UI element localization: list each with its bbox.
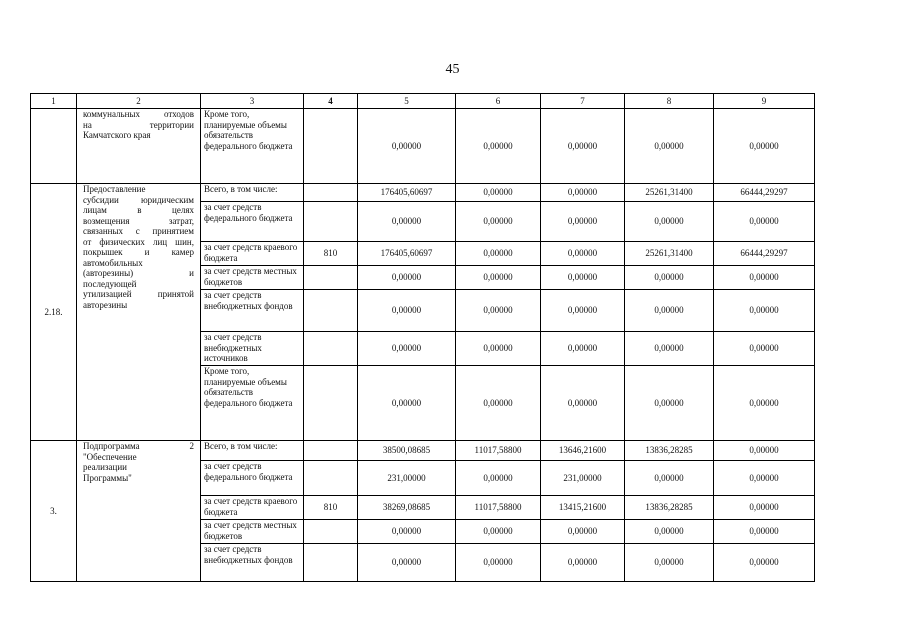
funding-source: за счет средств федерального бюджета [201,461,304,496]
header-row [31,94,815,109]
amount-cell-5: 0,00000 [358,202,456,242]
amount-cell-6: 0,00000 [456,544,541,582]
item-name-line: Предоставление [83,184,146,194]
amount-cell-5: 0,00000 [358,332,456,366]
amount-cell-7: 0,00000 [541,109,625,184]
amount-cell-5: 0,00000 [358,109,456,184]
column-header: 9 [714,94,815,109]
amount-cell-6: 0,00000 [456,520,541,544]
item-name-line: последующей [83,278,137,289]
amount-cell-9: 0,00000 [714,202,815,242]
funding-source: за счет средств внебюджетных фондов [201,544,304,582]
item-name [77,109,201,184]
amount-cell-8: 25261,31400 [625,242,714,266]
item-name-line: "Обеспечение [83,451,137,462]
amount-cell-8: 13836,28285 [625,441,714,461]
item-name-line: реализации [83,462,127,472]
amount-cell-7: 0,00000 [541,332,625,366]
amount-cell-9: 0,00000 [714,461,815,496]
column-header: 7 [541,94,625,109]
funding-source: Всего, в том числе: [201,184,304,202]
amount-cell-5: 0,00000 [358,544,456,582]
column-header: 6 [456,94,541,109]
funding-source: Кроме того, планируемые объемы обязательств федерального бюджета [201,109,304,184]
amount-cell-9: 0,00000 [714,290,815,332]
item-number [31,109,77,184]
table-row [31,184,815,202]
table-row [31,441,815,461]
amount-cell-8: 0,00000 [625,461,714,496]
budget-code [304,266,358,290]
column-header: 1 [31,94,77,109]
amount-cell-5: 231,00000 [358,461,456,496]
amount-cell-7: 13415,21600 [541,496,625,520]
amount-cell-8: 0,00000 [625,332,714,366]
amount-cell-7: 13646,21600 [541,441,625,461]
amount-cell-7: 0,00000 [541,366,625,441]
item-name-line: (авторезины) и [83,268,194,278]
amount-cell-7: 231,00000 [541,461,625,496]
amount-cell-5: 176405,60697 [358,242,456,266]
amount-cell-6: 0,00000 [456,266,541,290]
item-number: 3. [31,441,77,582]
item-name [77,441,201,582]
amount-cell-6: 0,00000 [456,290,541,332]
amount-cell-6: 0,00000 [456,109,541,184]
table-row [31,109,815,184]
funding-source: за счет средств федерального бюджета [201,202,304,242]
amount-cell-9: 66444,29297 [714,184,815,202]
amount-cell-9: 0,00000 [714,366,815,441]
budget-code [304,332,358,366]
amount-cell-7: 0,00000 [541,266,625,290]
amount-cell-5: 0,00000 [358,266,456,290]
budget-code [304,520,358,544]
amount-cell-8: 0,00000 [625,109,714,184]
amount-cell-9: 66444,29297 [714,242,815,266]
amount-cell-8: 13836,28285 [625,496,714,520]
funding-source: за счет средств краевого бюджета [201,242,304,266]
budget-code [304,544,358,582]
amount-cell-5: 38500,08685 [358,441,456,461]
budget-code [304,184,358,202]
item-number: 2.18. [31,184,77,441]
item-name-line: Программы" [83,472,132,483]
amount-cell-5: 0,00000 [358,520,456,544]
amount-cell-6: 0,00000 [456,366,541,441]
amount-cell-8: 0,00000 [625,366,714,441]
amount-cell-9: 0,00000 [714,109,815,184]
amount-cell-7: 0,00000 [541,520,625,544]
amount-cell-8: 0,00000 [625,290,714,332]
item-name-line: от физических лиц шин, [83,236,194,247]
item-name-line: утилизацией принятой [83,289,194,299]
item-name-line: коммунальных отходов [83,109,194,119]
amount-cell-8: 0,00000 [625,520,714,544]
item-name-line: авторезины [83,299,128,310]
amount-cell-9: 0,00000 [714,266,815,290]
amount-cell-6: 0,00000 [456,332,541,366]
budget-table [30,93,815,582]
amount-cell-6: 0,00000 [456,242,541,266]
funding-source: за счет средств местных бюджетов [201,266,304,290]
amount-cell-7: 0,00000 [541,202,625,242]
amount-cell-8: 25261,31400 [625,184,714,202]
budget-code: 810 [304,242,358,266]
amount-cell-9: 0,00000 [714,496,815,520]
amount-cell-6: 0,00000 [456,184,541,202]
amount-cell-6: 0,00000 [456,461,541,496]
item-name-line: связанных с принятием [83,226,194,236]
column-header: 3 [201,94,304,109]
funding-source: Всего, в том числе: [201,441,304,461]
funding-source: Кроме того, планируемые объемы обязательств федерального бюджета [201,366,304,441]
amount-cell-8: 0,00000 [625,202,714,242]
amount-cell-6: 11017,58800 [456,496,541,520]
budget-code [304,461,358,496]
column-header: 8 [625,94,714,109]
amount-cell-9: 0,00000 [714,544,815,582]
budget-code [304,366,358,441]
amount-cell-9: 0,00000 [714,441,815,461]
amount-cell-5: 0,00000 [358,366,456,441]
item-name [77,184,201,441]
item-name-line: субсидии юридическим [83,194,194,205]
item-name-line: покрышек и камер [83,247,194,257]
amount-cell-6: 0,00000 [456,202,541,242]
item-name-line: автомобильных [83,257,143,268]
item-name-line: Камчатского края [83,130,151,140]
funding-source: за счет средств краевого бюджета [201,496,304,520]
amount-cell-7: 0,00000 [541,290,625,332]
budget-code: 810 [304,496,358,520]
column-header: 5 [358,94,456,109]
amount-cell-8: 0,00000 [625,266,714,290]
page-number: 45 [445,62,460,77]
budget-code [304,290,358,332]
amount-cell-5: 176405,60697 [358,184,456,202]
amount-cell-7: 0,00000 [541,242,625,266]
column-header: 4 [304,94,358,109]
budget-code [304,109,358,184]
item-name-line: возмещения затрат, [83,215,194,226]
amount-cell-5: 38269,08685 [358,496,456,520]
funding-source: за счет средств местных бюджетов [201,520,304,544]
amount-cell-9: 0,00000 [714,520,815,544]
amount-cell-8: 0,00000 [625,544,714,582]
budget-code [304,202,358,242]
amount-cell-6: 11017,58800 [456,441,541,461]
funding-source: за счет средств внебюджетных фондов [201,290,304,332]
amount-cell-7: 0,00000 [541,544,625,582]
amount-cell-9: 0,00000 [714,332,815,366]
item-name-line: на территории [83,119,194,130]
amount-cell-5: 0,00000 [358,290,456,332]
budget-code [304,441,358,461]
item-name-line: Подпрограмма 2 [83,441,194,451]
funding-source: за счет средств внебюджетных источников [201,332,304,366]
column-header: 2 [77,94,201,109]
item-name-line: лицам в целях [83,205,194,215]
amount-cell-7: 0,00000 [541,184,625,202]
